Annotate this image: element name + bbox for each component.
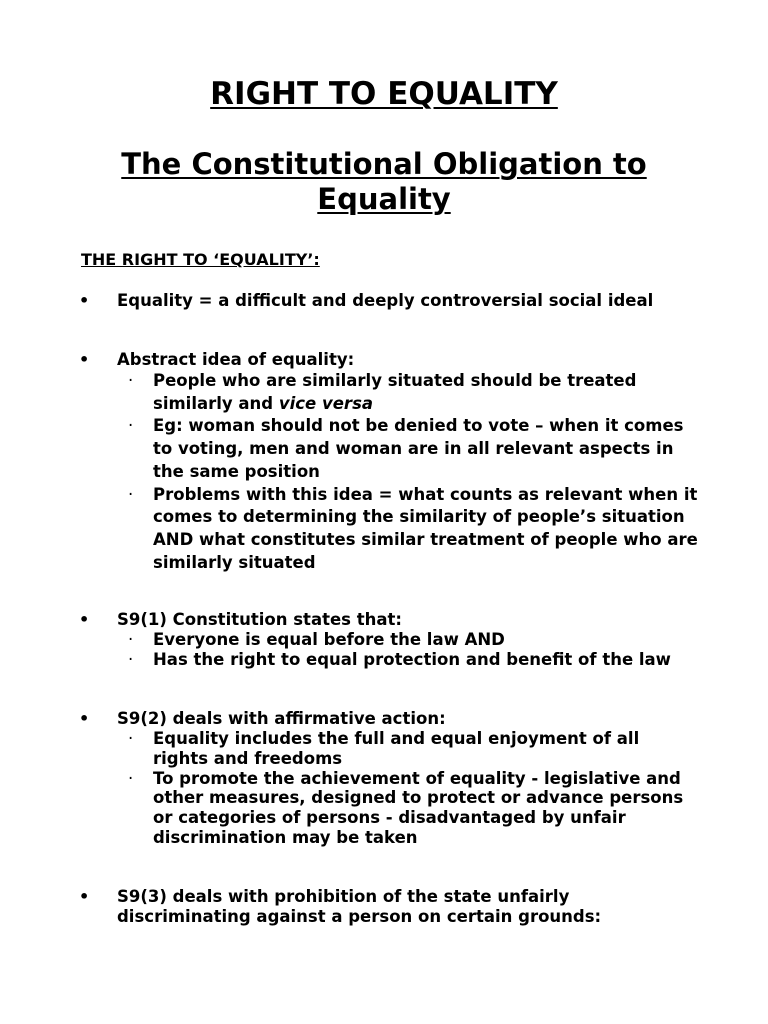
sub-bullet-item xyxy=(0,650,768,670)
bullet-item xyxy=(0,610,768,670)
bullet-item xyxy=(0,350,768,574)
bullet-item xyxy=(0,887,768,927)
sub-bullet-text: Has the right to equal protection and benefit of the law xyxy=(153,649,671,669)
sub-bullet-icon: · xyxy=(128,768,134,788)
bullet-text: S9(2) deals with affirmative action: xyxy=(117,709,446,728)
bullet-icon: • xyxy=(79,350,90,369)
sub-bullet-icon: · xyxy=(128,729,134,748)
sub-bullet-text: Problems with this idea = what counts as relevant when it comes to determining the similarity of people’s situation AND what constitutes similar treatment of people who are similarly situated xyxy=(153,484,698,572)
bullet-icon: • xyxy=(79,887,90,906)
sub-bullet-text: Eg: woman should not be denied to vote – when it comes to voting, men and woman are in all relevant aspects in the same position xyxy=(153,416,684,481)
bullet-icon: • xyxy=(79,291,90,310)
sub-bullet-item xyxy=(0,630,768,650)
sub-bullet-text: Everyone is equal before the law AND xyxy=(153,630,505,649)
sub-bullet-item xyxy=(0,370,768,415)
sub-bullet-text: People who are similarly situated should be treated similarly and xyxy=(153,371,637,413)
sub-bullet-icon: · xyxy=(128,416,134,436)
sub-bullet-icon: · xyxy=(128,371,134,390)
bullet-text: S9(3) deals with prohibition of the state unfairly discriminating against a person on certain grounds: xyxy=(117,887,602,926)
document-title: RIGHT TO EQUALITY xyxy=(210,76,558,112)
sub-bullet-italic: vice versa xyxy=(278,393,374,413)
sub-bullet-item xyxy=(0,415,768,483)
sub-bullet-icon: · xyxy=(128,649,134,669)
section-heading: THE RIGHT TO ‘EQUALITY’: xyxy=(81,250,320,269)
bullet-icon: • xyxy=(79,610,90,629)
sub-bullet-text: To promote the achievement of equality - legislative and other measures, designed to protect or advance persons or categories of persons - disadvantaged by unfair discrimination may be taken xyxy=(153,768,684,847)
bullet-text: S9(1) Constitution states that: xyxy=(117,610,402,629)
document-subtitle: The Constitutional Obligation to Equality xyxy=(121,147,647,216)
bullet-icon: • xyxy=(79,709,90,728)
bullet-item xyxy=(0,291,768,311)
sub-bullet-item xyxy=(0,484,768,575)
sub-bullet-item xyxy=(0,769,768,848)
sub-bullet-text: Equality includes the full and equal enjoyment of all rights and freedoms xyxy=(153,729,640,768)
bullet-text: Abstract idea of equality: xyxy=(117,350,355,369)
sub-bullet-icon: · xyxy=(128,484,134,504)
sub-bullet-item xyxy=(0,729,768,769)
sub-bullet-icon: · xyxy=(128,630,134,649)
bullet-item xyxy=(0,709,768,848)
bullet-text: Equality = a difficult and deeply controversial social ideal xyxy=(117,291,654,310)
